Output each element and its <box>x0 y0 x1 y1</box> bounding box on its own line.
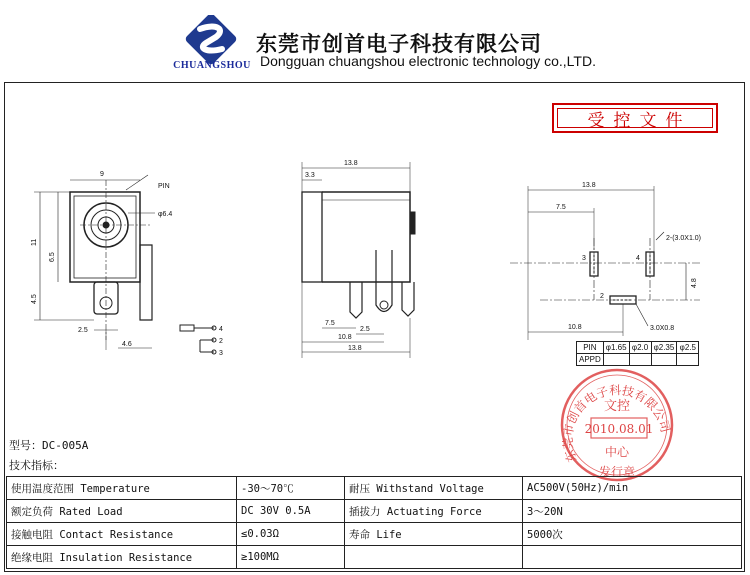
pin-table-cell: φ2.0 <box>629 342 651 354</box>
dim-pcb-slot: 3.0X0.8 <box>650 325 675 332</box>
dim-front-upper: 6.5 <box>49 252 56 262</box>
spec-heading: 技术指标： <box>9 459 64 472</box>
spec-label: 接触电阻 Contact Resistance <box>7 523 237 546</box>
pin-table-cell: φ2.5 <box>677 342 699 354</box>
company-name-cn: 东莞市创首电子科技有限公司 <box>256 31 542 56</box>
dim-front-bottom-2: 4.6 <box>122 341 132 348</box>
spec-value: 5000次 <box>523 523 742 546</box>
seal-date-text: 2010.08.01 <box>584 422 654 436</box>
dim-front-width: 9 <box>100 171 104 178</box>
dim-pcb-vert: 4.8 <box>691 278 698 288</box>
pin-table-cell: φ1.65 <box>603 342 629 354</box>
controlled-stamp-text: 受控文件 <box>587 110 692 131</box>
pin-symbol-2: 2 <box>219 338 223 345</box>
company-name-en: Dongguan chuangshou electronic technology co.,LTD. <box>260 53 596 69</box>
table-row <box>7 523 742 546</box>
pin-symbol <box>180 325 216 354</box>
dim-side-b4: 13.8 <box>348 345 362 352</box>
dim-side-b3: 10.8 <box>338 334 352 341</box>
spec-value: ≥100MΩ <box>237 546 345 569</box>
dim-pin-diameter: φ6.4 <box>158 211 173 218</box>
spec-label: 寿命 Life <box>345 523 523 546</box>
dim-pcb-sub: 7.5 <box>556 204 566 211</box>
pcb-pin-4: 4 <box>636 255 640 262</box>
logo-wordmark: CHUANGSHOU <box>173 60 251 71</box>
seal-ring-textpath: 东莞市创首电子科技有限公司 <box>560 383 673 464</box>
pin-symbol-3: 3 <box>219 350 223 357</box>
pin-table-cell: φ2.35 <box>651 342 677 354</box>
pin-symbol-4: 4 <box>219 326 223 333</box>
spec-value: ≤0.03Ω <box>237 523 345 546</box>
spec-label: 耐压 Withstand Voltage <box>345 477 523 500</box>
seal-top-text: 文控 <box>603 399 631 414</box>
dim-side-top: 13.8 <box>344 160 358 167</box>
model-number: 型号：DC-005A <box>9 439 89 452</box>
spec-value: AC500V(50Hz)/min <box>523 477 742 500</box>
dim-front-lower: 4.5 <box>31 294 38 304</box>
spec-table <box>6 476 742 569</box>
table-row <box>7 477 742 500</box>
spec-value <box>523 546 742 569</box>
pcb-pin-3: 3 <box>582 255 586 262</box>
spec-label: 绝缘电阻 Insulation Resistance <box>7 546 237 569</box>
spec-label <box>345 546 523 569</box>
dim-pcb-holes: 2-(3.0X1.0) <box>666 235 702 242</box>
pin-table-row <box>577 342 699 354</box>
spec-value: 3～20N <box>523 500 742 523</box>
spec-value: -30～70℃ <box>237 477 345 500</box>
dim-front-bottom-1: 2.5 <box>78 327 88 334</box>
table-row <box>7 546 742 569</box>
spec-label: 额定负荷 Rated Load <box>7 500 237 523</box>
pin-table-cell: PIN <box>577 342 604 354</box>
pin-table-cell <box>651 354 677 366</box>
pcb-pin-2: 2 <box>600 293 604 300</box>
dim-side-offset: 3.3 <box>305 172 315 179</box>
dim-front-height: 11 <box>31 238 38 246</box>
spec-label: 使用温度范围 Temperature <box>7 477 237 500</box>
pin-table-cell <box>603 354 629 366</box>
side-view <box>302 162 415 358</box>
pin-table-row <box>577 354 699 366</box>
label-pin: PIN <box>158 183 170 190</box>
pin-table-cell <box>677 354 699 366</box>
table-row <box>7 500 742 523</box>
pin-table-cell <box>629 354 651 366</box>
dim-pcb-bottom: 10.8 <box>568 324 582 331</box>
pin-table-cell: APPD <box>577 354 604 366</box>
dim-side-b1: 7.5 <box>325 320 335 327</box>
seal-middle-text: 中心 <box>604 445 630 459</box>
spec-value: DC 30V 0.5A <box>237 500 345 523</box>
dim-side-b2: 2.5 <box>360 326 370 333</box>
seal-bottom-text: 发行章 <box>598 465 636 479</box>
spec-label: 插拔力 Actuating Force <box>345 500 523 523</box>
dim-pcb-top: 13.8 <box>582 182 596 189</box>
pcb-layout-view <box>510 186 700 340</box>
pin-size-table <box>576 341 699 366</box>
